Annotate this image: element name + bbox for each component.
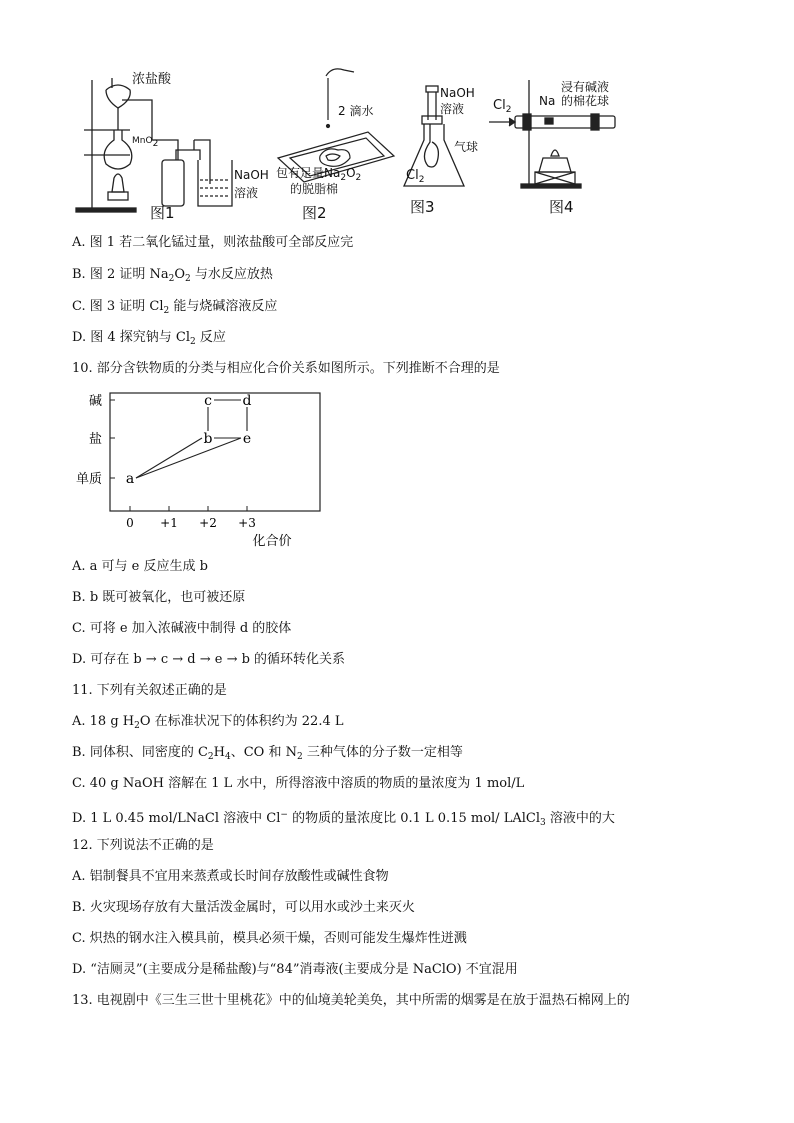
point-b: b [203,431,213,447]
q9-option-c: C. 图 3 证明 $Cl_2$ 能与烧碱溶液反应 [72,299,278,316]
label-soaked-alkali: 浸有碱液 [561,80,610,94]
q11-option-b: B. 同体积、同密度的 $C_2H_4$、CO 和 $N_2$ 三种气体的分子数一定相等 [72,745,463,762]
label-balloon: 气球 [454,140,479,154]
label-solution: 溶液 [440,102,465,116]
label-wrapped-na2o2: 包有足量$Na_2O_2$ [276,166,362,183]
y-tick-label: 盐 [88,432,102,447]
q12-option-b: B. 火灾现场存放有大量活泼金属时，可以用水或沙土来灭火 [72,900,415,915]
label-conc-hcl: 浓盐酸 [132,72,172,87]
q10-option-a: A. a 可与 e 反应生成 b [72,559,208,574]
chart-frame [110,393,320,511]
q13-stem: 13. 电视剧中《三生三世十里桃花》中的仙境美轮美奂，其中所需的烟雾是在放于温热石棉网上的 [72,993,630,1008]
point-d: d [242,393,252,409]
q12-option-d: D. “洁厕灵”(主要成分是稀盐酸)与“84”消毒液(主要成分是 NaClO) 不宜混用 [72,962,518,977]
figure-4-caption: 图4 [549,198,574,216]
q9-option-a: A. 图 1 若二氧化锰过量，则浓盐酸可全部反应完 [72,235,354,250]
label-cl2: $Cl_2$ [406,168,425,185]
label-naoh: NaOH [440,86,475,100]
x-tick-label: +2 [199,516,217,530]
label-cotton-ball: 的棉花球 [561,94,610,108]
iron-valence-chart [72,385,332,555]
q10-option-b: B. b 既可被氧化，也可被还原 [72,590,246,605]
q9-option-d: D. 图 4 探究钠与 $Cl_2$ 反应 [72,330,226,347]
q10-option-d: D. 可存在 b → c → d → e → b 的循环转化关系 [72,652,346,667]
x-tick-label: 0 [126,516,134,530]
label-solution: 溶液 [234,186,259,200]
q11-option-d: D. 1 L 0.45 mol/LNaCl 溶液中 Cl− 的物质的量浓度比 0.1 L 0.15 mol/ LAlCl$_3$ 溶液中的大 [72,810,615,828]
y-tick-label: 碱 [88,394,102,409]
label-na: Na [539,94,556,108]
chart-svg [72,385,332,555]
point-a: a [125,471,135,487]
x-tick-label: +1 [160,516,178,530]
point-e: e [242,431,252,447]
x-tick-label: +3 [238,516,256,530]
q12-option-c: C. 炽热的钢水注入模具前，模具必须干燥，否则可能发生爆炸性迸溅 [72,931,467,946]
q12-option-a: A. 铝制餐具不宜用来蒸煮或长时间存放酸性或碱性食物 [72,869,389,884]
label-cl2: $Cl_2$ [493,98,512,115]
label-two-drops-water: 2 滴水 [338,104,374,118]
q12-stem: 12. 下列说法不正确的是 [72,838,214,853]
q10-stem: 10. 部分含铁物质的分类与相应化合价关系如图所示。下列推断不合理的是 [72,361,500,376]
q9-option-b: B. 图 2 证明 $Na_2O_2$ 与水反应放热 [72,267,273,284]
q11-option-a: A. 18 g $H_2O$ 在标准状况下的体积约为 22.4 L [72,714,344,731]
x-axis-label: 化合价 [252,534,292,549]
figure-2 [270,60,400,230]
line-a-b [136,438,202,478]
q11-option-c: C. 40 g NaOH 溶解在 1 L 水中，所得溶液中溶质的物质的量浓度为 1 mol/L [72,776,525,791]
point-c: c [204,393,212,409]
figure-1-caption: 图1 [150,204,175,222]
y-tick-label: 单质 [75,472,102,487]
figure-3-caption: 图3 [410,198,435,216]
label-absorbent-cotton: 的脱脂棉 [290,182,339,196]
apparatus-figures [70,60,750,230]
label-mno2: MnO$_2$ [132,136,159,149]
figure-4 [485,60,655,230]
q10-option-c: C. 可将 e 加入浓碱液中制得 d 的胶体 [72,621,292,636]
label-naoh: NaOH [234,168,269,182]
figure-2-drawing [270,60,400,230]
line-a-e [136,438,241,478]
figure-2-caption: 图2 [302,204,327,222]
q11-stem: 11. 下列有关叙述正确的是 [72,683,227,698]
figure-1 [70,60,270,230]
